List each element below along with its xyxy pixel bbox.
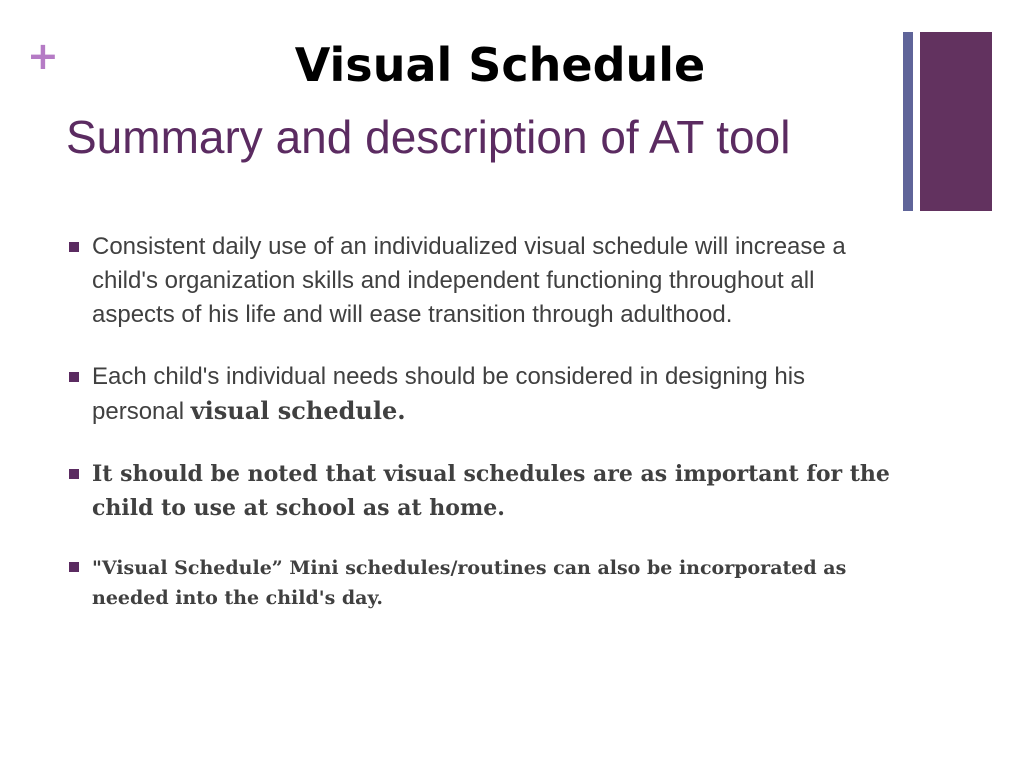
bullet-item — [66, 360, 892, 429]
square-bullet-icon — [69, 562, 79, 572]
square-bullet-icon — [69, 242, 79, 252]
bullet-text: Consistent daily use of an individualized visual schedule will increase a child's organization skills and independent functioning throughout all aspects of his life and will ease transition through adulthood. — [92, 233, 846, 328]
square-bullet-icon — [69, 372, 79, 382]
bullet-text-bold: visual schedule. — [190, 396, 406, 425]
slide-subtitle: Summary and description of AT tool — [66, 111, 791, 163]
accent-bar-wide — [920, 32, 992, 211]
square-bullet-icon — [69, 469, 79, 479]
bullet-text: "Visual Schedule” Mini schedules/routines can also be incorporated as needed into the child's day. — [92, 557, 847, 609]
bullet-list — [66, 230, 892, 613]
bullet-item — [66, 457, 892, 525]
bullet-text-plain: Each child's individual needs should be considered in designing his personal — [92, 363, 806, 425]
bullet-text — [92, 363, 805, 425]
bullet-text: It should be noted that visual schedules are as important for the child to use at school as at home. — [92, 461, 890, 521]
accent-bar-thin — [903, 32, 913, 211]
bullet-item — [66, 230, 892, 332]
bullet-item — [66, 553, 892, 613]
plus-icon: + — [27, 34, 59, 78]
slide-title: Visual Schedule — [294, 38, 706, 92]
